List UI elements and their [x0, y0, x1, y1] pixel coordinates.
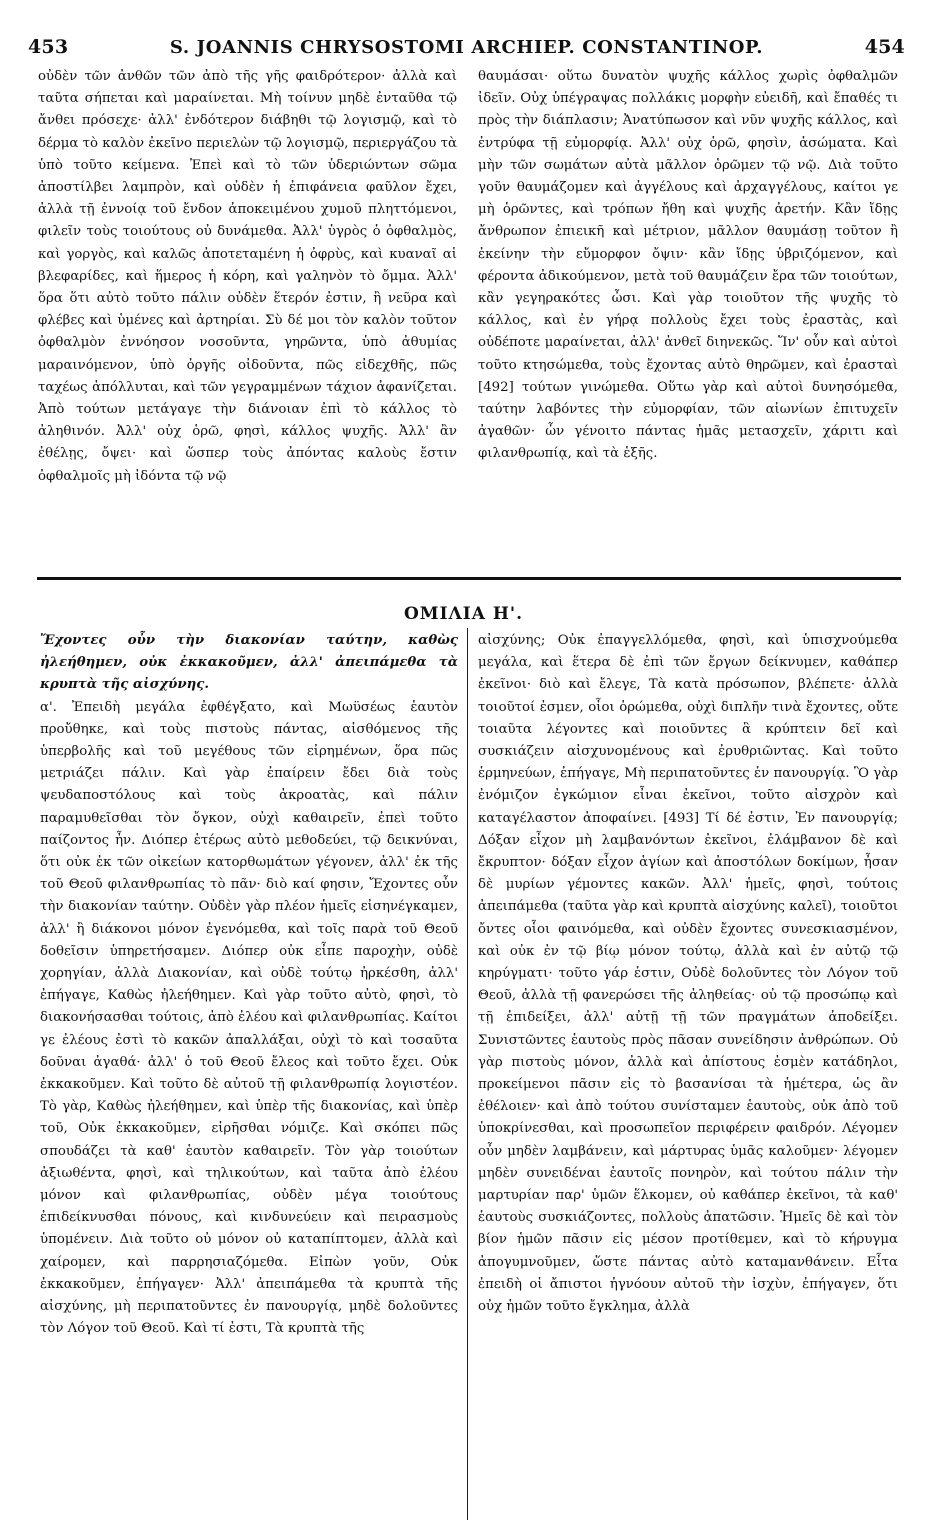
section-divider [37, 577, 901, 580]
page-number-right: 454 [864, 36, 905, 58]
top-left-column [38, 66, 457, 488]
scripture-lemma: Ἔχοντες οὖν τὴν διακονίαν ταύτην, καθὼς ἠλεήθημεν, οὐκ ἐκκακοῦμεν, ἀλλ' ἀπειπάμεθα τὰ κρυπτὰ τῆς αἰσχύνης. [40, 633, 458, 693]
homily-title: ΟΜΙΛΙΑ Η'. [403, 604, 523, 624]
column-rule [467, 628, 468, 1520]
page-header [28, 36, 905, 60]
bottom-left-column [40, 630, 458, 1341]
top-right-text: θαυμάσαι· οὕτω δυνατὸν ψυχῆς κάλλος χωρὶς ὀφθαλμῶν ἰδεῖν. Οὐχ ὑπέγραψας πολλάκις μορφὴν εὐειδῆ, καὶ ἔπαθές τι πρὸς τὴν διάπλασιν; Ἀνατύπωσον καὶ νῦν ψυχῆς κάλλος, καὶ ἐντρύφα τῇ εὐμορφίᾳ. Ἀλλ' οὐχ ὁρῶ, φησὶν, ἀσώματα. Καὶ μὴν τῶν σωμάτων αὐτὰ μᾶλλον ὁρῶμεν τῷ νῷ. Διὰ τοῦτο γοῦν θαυμάζομεν καὶ ἀγγέλους καὶ ἀρχαγγέλους, καίτοι γε μὴ ὁρῶντες, καὶ τρόπων ἤθη καὶ ψυχῆς ἀρετήν. Κἂν ἴδῃς ἄνθρωπον ἐπιεικῆ καὶ μέτριον, μᾶλλον θαυμάσῃ τοῦτον ἢ ἐκείνην τὴν εὔμορφον ὄψιν· κἂν ἴδῃς ὑβριζόμενον, καὶ φέροντα ἀδικούμενον, μετὰ τοῦ θαυμάζειν ἔρα τῶν τοιούτων, κἂν γεγηρακότες ὦσι. Καὶ γὰρ τοιοῦτον τῆς ψυχῆς τὸ κάλλος, καὶ ἐν γήρᾳ πολλοὺς ἔχει τοὺς ἐραστὰς, καὶ οὐδέποτε μαραίνεται, ἀλλ' ἀνθεῖ διηνεκῶς. Ἵν' οὖν καὶ αὐτοὶ τοῦτο κτησώμεθα, τοὺς ἔχοντας αὐτὸ θηρῶμεν, καὶ ἐρασταὶ [492] τούτων γινώμεθα. Οὕτω γὰρ καὶ αὐτοὶ δυνησόμεθα, ταύτην λαβόντες τὴν εὐμορφίαν, τῶν αἰωνίων ἐπιτυχεῖν ἀγαθῶν· ὧν γένοιτο πάντας ἡμᾶς μετασχεῖν, χάριτι καὶ φιλανθρωπίᾳ, καὶ τὰ ἑξῆς. [478, 69, 898, 462]
bottom-right-text: αἰσχύνης; Οὐκ ἐπαγγελλόμεθα, φησὶ, καὶ ὑπισχνούμεθα μεγάλα, καὶ ἕτερα δὲ ἐπὶ τῶν ἔργων δείκνυμεν, καθάπερ ἐκεῖνοι· διὸ καὶ ἔλεγε, Τὰ κατὰ πρόσωπον, βλέπετε· ἀλλὰ τοιοῦτοί ἐσμεν, οἷοι ὁρώμεθα, οὐχὶ διπλῆν τινὰ ἔχοντες, οὔτε τοιαῦτα λέγοντες καὶ ποιοῦντες ἃ κρύπτειν δεῖ καὶ συσκιάζειν αἰσχυνομένους καὶ ἐρυθριῶντας. Καὶ τοῦτο ἑρμηνεύων, ἐπήγαγε, Μὴ περιπατοῦντες ἐν πανουργίᾳ. Ὃ γὰρ ἐνόμιζον ἐγκώμιον εἶναι ἐκεῖνοι, τοῦτο αἰσχρὸν καὶ καταγέλαστον ἀποφαίνει. [493] Τί δέ ἐστιν, Ἐν πανουργίᾳ; Δόξαν εἶχον μὴ λαμβανόντων ἐκεῖνοι, ἐλάμβανον δὲ καὶ ἔκρυπτον· δόξαν εἶχον ἁγίων καὶ ἀποστόλων δοκίμων, ἦσαν δὲ μυρίων γέμοντες κακῶν. Ἀλλ' ἡμεῖς, φησὶ, τούτοις ἀπειπάμεθα (ταῦτα γὰρ καὶ κρυπτὰ αἰσχύνης καλεῖ), τοιοῦτοι ὄντες οἷοι φαινόμεθα, καὶ οὐδὲν ἔχοντες συνεσκιασμένον, καὶ οὐκ ἐν τῷ βίῳ μόνον τούτῳ, ἀλλὰ καὶ ἐν αὐτῷ τῷ κηρύγματι· τοῦτο γάρ ἐστιν, Οὐδὲ δολοῦντες τὸν Λόγον τοῦ Θεοῦ, ἀλλὰ τῇ φανερώσει τῆς ἀληθείας· οὐ τῷ προσώπῳ καὶ τῇ ἐπιδείξει, ἀλλ' αὐτῇ τῇ τῶν πραγμάτων ἀποδείξει. Συνιστῶντες ἑαυτοὺς πρὸς πᾶσαν συνείδησιν ἀνθρώπων. Οὐ γὰρ πιστοὺς μόνον, ἀλλὰ καὶ ἀπίστους ἐσμὲν κατάδηλοι, προκείμενοι πᾶσιν εἰς τὸ βασανίσαι τὰ ἡμέτερα, ὡς ἂν ἐθέλοιεν· καὶ ἀπὸ τούτου συνίσταμεν ἑαυτοὺς, οὐκ ἀπὸ τοῦ ὑποκρίνεσθαι, καὶ προσωπεῖον περιφέρειν φαιδρόν. Λέγομεν οὖν μηδὲν λαμβάνειν, καὶ μάρτυρας ὑμᾶς καλοῦμεν· λέγομεν μηδὲν συνειδέναι ἑαυτοῖς πονηρὸν, καὶ τούτου πάλιν τὴν μαρτυρίαν παρ' ὑμῶν ἕλκομεν, οὐ καθάπερ ἐκεῖνοι, τὰ καθ' ἑαυτοὺς συσκιάζοντες, πολλοὺς ἀπατῶσιν. Ἡμεῖς δὲ καὶ τὸν βίον ἡμῶν πᾶσιν εἰς μέσον προτίθεμεν, καὶ τὸ κήρυγμα ἀπογυμνοῦμεν, ὥστε πάντας αὐτὸ καταμανθάνειν. Εἶτα ἐπειδὴ οἱ ἄπιστοι ἠγνόουν αὐτοῦ τὴν ἰσχὺν, ἐπήγαγεν, ὅτι οὐχ ἡμῶν τοῦτο ἔγκλημα, ἀλλὰ [478, 633, 898, 1315]
page-number-left: 453 [28, 36, 69, 58]
top-left-text: οὐδὲν τῶν ἀνθῶν τῶν ἀπὸ τῆς γῆς φαιδρότερον· ἀλλὰ καὶ ταῦτα σήπεται καὶ μαραίνεται. Μὴ τοίνυν μηδὲ ἐνταῦθα τῷ ἄνθει πρόσεχε· ἀλλ' ἐνδότερον διάβηθι τῷ λογισμῷ, καὶ τὸ δέρμα τὸ καλὸν ἐκεῖνο περιελὼν τῷ λογισμῷ, περιεργάζου τὰ ὑπὸ τοῦτο κείμενα. Ἐπεὶ καὶ τὸ τῶν ὑδεριώντων σῶμα ἀποστίλβει λαμπρὸν, καὶ οὐδὲν ἡ ἐπιφάνεια φαῦλον ἔχει, ἀλλὰ τῇ ἐννοίᾳ τοῦ ἔνδον ἀποκειμένου χυμοῦ πληττόμενοι, φιλεῖν τοὺς τοιούτους οὐ δυνάμεθα. Ἀλλ' ὑγρὸς ὁ ὀφθαλμὸς, καὶ γοργὸς, καὶ καλῶς ἀποτεταμένη ἡ ὀφρὺς, καὶ κυαναῖ αἱ βλεφαρίδες, καὶ ἥμερος ἡ κόρη, καὶ γαληνὸν τὸ ὄμμα. Ἀλλ' ὅρα ὅτι αὐτὸ τοῦτο πάλιν οὐδὲν ἕτερόν ἐστιν, ἢ νεῦρα καὶ φλέβες καὶ ὑμένες καὶ ἀρτηρίαι. Σὺ δέ μοι τὸν καλὸν τοῦτον ὀφθαλμὸν ἐννόησον νοσοῦντα, γηρῶντα, ὑπὸ ἀθυμίας μαραινόμενον, ὑπὸ ὀργῆς οἰδοῦντα, πῶς εἰδεχθῆς, πῶς ταχέως ἀπόλλυται, καὶ τῶν γεγραμμένων τάχιον ἀφανίζεται. Ἀπὸ τούτων μετάγαγε τὴν διάνοιαν ἐπὶ τὸ κάλλος τὸ ἀληθινόν. Ἀλλ' οὐχ ὁρῶ, φησὶ, κάλλος ψυχῆς. Ἀλλ' ἂν ἐθέλῃς, ὄψει· καὶ ὥσπερ τοὺς ἀπόντας καλοὺς ἔστιν ὀφθαλμοῖς μὴ ἰδόντα τῷ νῷ [38, 69, 457, 484]
running-title: S. JOANNIS CHRYSOSTOMI ARCHIEP. CONSTANTINOP. [169, 37, 764, 58]
bottom-left-text: α'. Ἐπειδὴ μεγάλα ἐφθέγξατο, καὶ Μωϋσέως ἑαυτὸν προὔθηκε, καὶ τοὺς πιστοὺς πάντας, αἰσθόμενος τῆς ὑπερβολῆς καὶ τοῦ μεγέθους τῶν εἰρημένων, ὅρα πῶς μετριάζει πάλιν. Καὶ γὰρ ἐπαίρειν ἔδει διὰ τοὺς ψευδαποστόλους καὶ τοὺς ἀκροατὰς, καὶ πάλιν παραμυθεῖσθαι τὸν ὄγκον, οὐχὶ καθαιρεῖν, ἐπεὶ τοῦτο παίζοντος ἦν. Διόπερ ἑτέρως αὐτὸ μεθοδεύει, τῷ δεικνύναι, ὅτι οὐκ ἐκ τῶν οἰκείων κατορθωμάτων γέγονεν, ἀλλ' ἐκ τῆς τοῦ Θεοῦ φιλανθρωπίας τὸ πᾶν· διὸ καί φησιν, Ἔχοντες οὖν τὴν διακονίαν ταύτην. Οὐδὲν γὰρ πλέον ἡμεῖς εἰσηνέγκαμεν, ἀλλ' ἢ διάκονοι μόνον ἐγενόμεθα, καὶ τοῖς παρὰ τοῦ Θεοῦ δοθεῖσιν ὑπηρετήσαμεν. Διόπερ οὐκ εἶπε παροχὴν, οὐδὲ χορηγίαν, ἀλλὰ Διακονίαν, καὶ οὐδὲ τούτῳ ἠρκέσθη, ἀλλ' ἐπήγαγε, Καθὼς ἠλεήθημεν. Καὶ γὰρ τοῦτο αὐτὸ, φησὶ, τὸ διακονήσασθαι τούτοις, ἀπὸ ἐλέου καὶ φιλανθρωπίας. Καίτοι γε ἐλέους ἐστὶ τὸ κακῶν ἀπαλλάξαι, οὐχὶ τὸ καὶ τοσαῦτα δοῦναι ἀγαθά· ἀλλ' ὁ τοῦ Θεοῦ ἔλεος καὶ τοῦτο ἔχει. Οὐκ ἐκκακοῦμεν. Καὶ τοῦτο δὲ αὐτοῦ τῇ φιλανθρωπίᾳ λογιστέον. Τὸ γὰρ, Καθὼς ἠλεήθημεν, καὶ ὑπὲρ τῆς διακονίας, καὶ ὑπὲρ τοῦ, Οὐκ ἐκκακοῦμεν, εἰρῆσθαι νόμιζε. Καὶ σκόπει πῶς σπουδάζει τὰ καθ' ἑαυτὸν καθαιρεῖν. Τὸν γὰρ τοιούτων ἀξιωθέντα, φησὶ, καὶ τηλικούτων, καὶ ταῦτα ἀπὸ ἐλέου μόνον καὶ φιλανθρωπίας, οὐδὲν μέγα τοιούτους ἐπιδείκνυσθαι πόνους, καὶ κινδυνεύειν καὶ πειρασμοὺς ὑπομένειν. Διὰ τοῦτο οὐ μόνον οὐ καταπίπτομεν, ἀλλὰ καὶ χαίρομεν, καὶ παρρησιαζόμεθα. Εἰπὼν γοῦν, Οὐκ ἐκκακοῦμεν, ἐπήγαγεν· Ἀλλ' ἀπειπάμεθα τὰ κρυπτὰ τῆς αἰσχύνης, μὴ περιπατοῦντες ἐν πανουργίᾳ, μηδὲ δολοῦντες τὸν Λόγον τοῦ Θεοῦ. Καὶ τί ἐστι, Τὰ κρυπτὰ τῆς [40, 699, 458, 1337]
top-right-column [478, 66, 898, 466]
bottom-right-column [478, 630, 898, 1318]
